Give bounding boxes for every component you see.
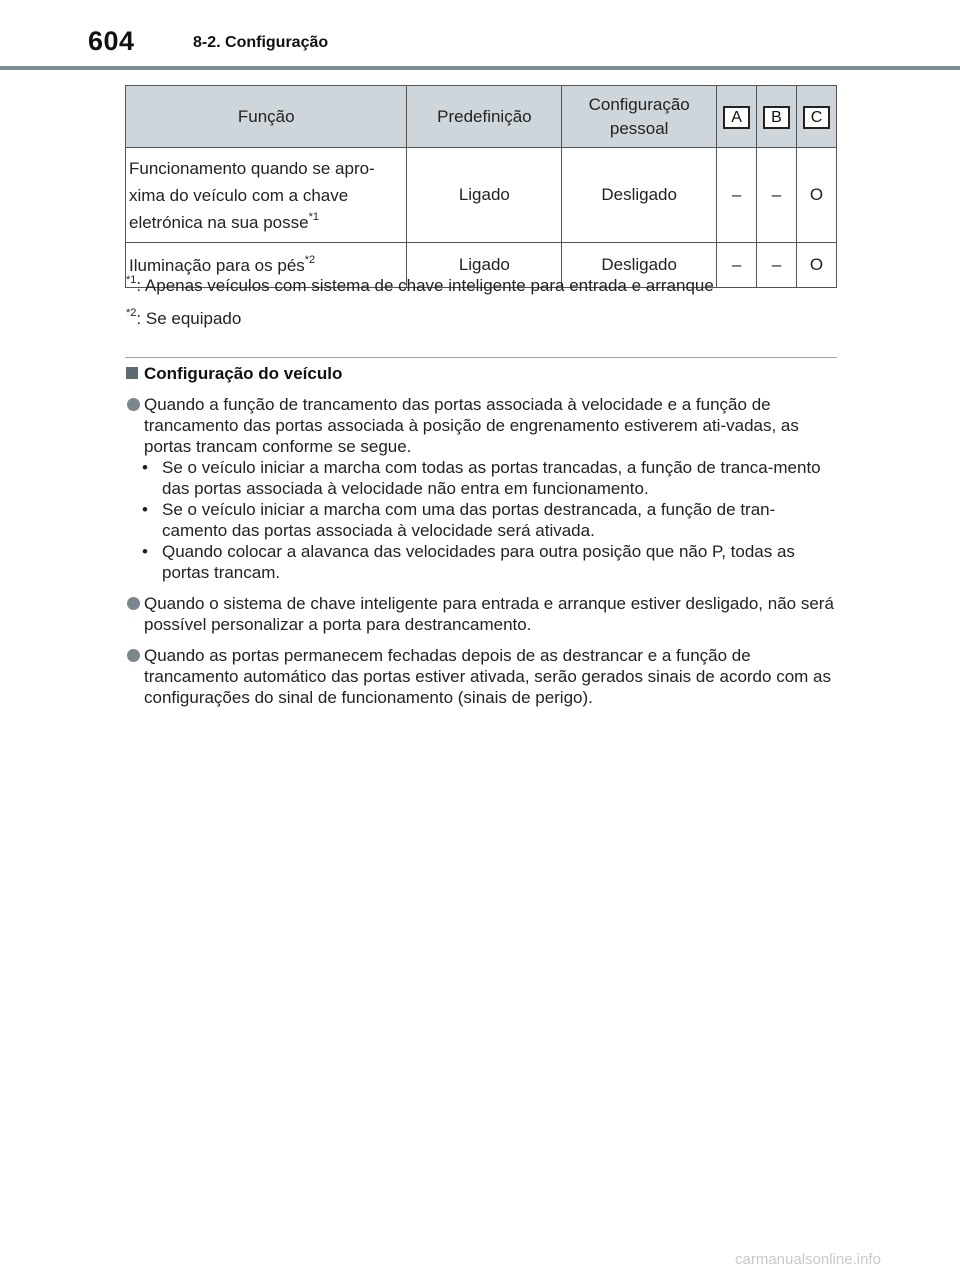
row-col-c: O	[796, 148, 836, 243]
footnote-2	[126, 309, 241, 329]
sub-list-item	[144, 541, 838, 583]
row-function: Funcionamento quando se apro- xima do veículo com a chave eletrónica na sua posse$^{*1}$	[126, 148, 407, 243]
row-col-c: O	[796, 243, 836, 288]
subsection-title: Configuração do veículo	[144, 364, 343, 383]
sub-item-text: Se o veículo iniciar a marcha com uma das portas destrancada, a função de tran-camento das portas associada à velocidade será ativada.	[162, 500, 776, 540]
row-col-b: –	[757, 243, 797, 288]
row-col-b: –	[757, 148, 797, 243]
sub-list-item	[144, 499, 838, 541]
table-row	[126, 148, 837, 243]
row-function: Iluminação para os pés$^{*2}$	[126, 243, 407, 288]
row-custom: Desligado	[562, 148, 717, 243]
dot-bullet-icon: •	[142, 500, 148, 519]
footnote-mark: *1	[126, 274, 137, 286]
page-header	[0, 0, 960, 56]
table-header-row	[126, 86, 837, 148]
col-c-box: C	[803, 106, 830, 129]
row-custom: Desligado	[562, 243, 717, 288]
dot-bullet-icon: •	[142, 542, 148, 561]
list-item	[126, 645, 838, 708]
header-divider	[0, 66, 960, 70]
sub-list-item	[144, 457, 838, 499]
page-number: 604	[88, 26, 135, 56]
settings-table	[125, 85, 837, 288]
header-custom	[562, 86, 717, 148]
item-text: Quando o sistema de chave inteligente para entrada e arranque estiver desligado, não será possível personalizar a porta para destrancamento.	[144, 594, 834, 634]
section-title: 8-2. Configuração	[193, 34, 329, 51]
footnote-mark: *2	[126, 307, 137, 319]
section-divider	[125, 357, 837, 358]
footnote-1	[126, 276, 714, 296]
sub-item-text: Quando colocar a alavanca das velocidades para outra posição que não P, todas as portas trancam.	[162, 542, 795, 582]
col-a-box: A	[723, 106, 750, 129]
circle-bullet-icon	[127, 398, 140, 411]
square-bullet-icon	[126, 367, 138, 379]
row-default: Ligado	[407, 148, 562, 243]
row-default: Ligado	[407, 243, 562, 288]
footnote-text: : Se equipado	[136, 309, 242, 328]
footnote-ref: *1	[308, 210, 319, 223]
item-text: Quando as portas permanecem fechadas depois de as destrancar e a função de trancamento automático das portas estiver ativada, serão gerados sinais de acordo com as configurações do sinal de funcionamento (sinais de perigo).	[144, 646, 831, 707]
list-item	[126, 593, 838, 635]
footnote-ref: *2	[304, 253, 316, 266]
dot-bullet-icon: •	[142, 458, 148, 477]
watermark: carmanualsonline.info	[735, 1251, 881, 1268]
subsection-heading	[126, 364, 342, 384]
col-b-box: B	[763, 106, 790, 129]
header-col-a	[717, 86, 757, 148]
header-function: Função	[126, 86, 407, 148]
header-col-b	[757, 86, 797, 148]
list-item	[126, 394, 838, 583]
section-body	[126, 394, 838, 708]
header-default: Predefinição	[407, 86, 562, 148]
header-col-c	[796, 86, 836, 148]
circle-bullet-icon	[127, 597, 140, 610]
footnote-text: : Apenas veículos com sistema de chave inteligente para entrada e arranque	[136, 276, 714, 295]
header-custom-line2: pessoal	[609, 118, 669, 138]
circle-bullet-icon	[127, 649, 140, 662]
header-custom-line1: Configuração	[588, 94, 690, 114]
sub-item-text: Se o veículo iniciar a marcha com todas as portas trancadas, a função de tranca-mento das portas associada à velocidade não entra em funcionamento.	[162, 458, 821, 498]
item-text: Quando a função de trancamento das portas associada à velocidade e a função de trancamento das portas associada à posição de engrenamento estiverem ati-vadas, as portas trancam conforme se segue.	[144, 395, 799, 456]
row-col-a: –	[717, 148, 757, 243]
row-col-a: –	[717, 243, 757, 288]
